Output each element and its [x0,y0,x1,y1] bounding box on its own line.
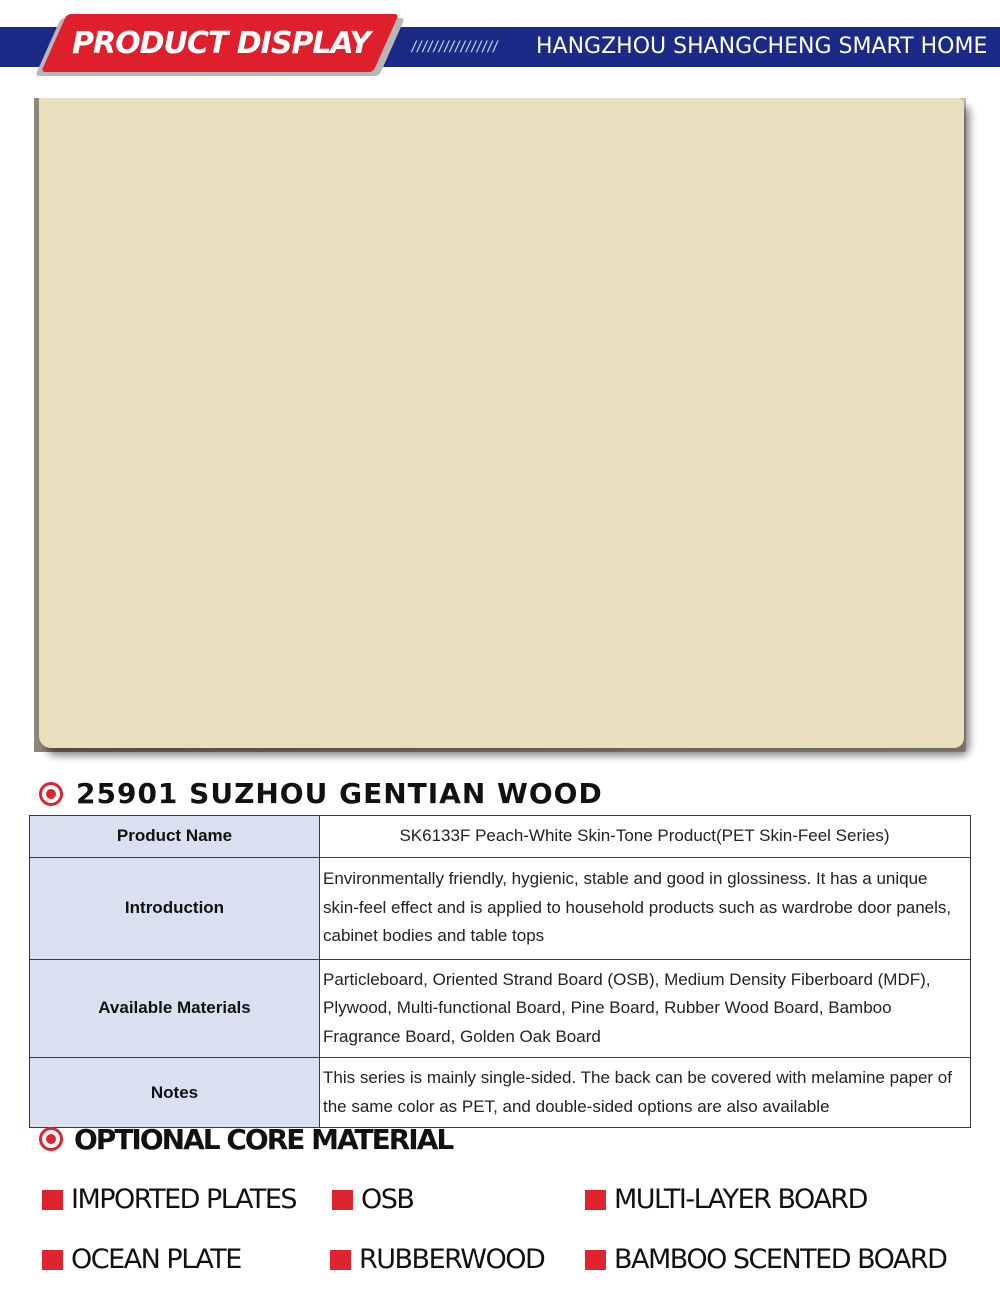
spec-value: SK6133F Peach-White Skin-Tone Product(PET Skin-Feel Series) [320,816,971,858]
table-row [30,816,971,858]
spec-label: Available Materials [30,959,320,1058]
color-swatch-image [34,98,970,758]
product-title: 25901 SUZHOU GENTIAN WOOD [76,777,603,810]
banner-title: PRODUCT DISPLAY [72,26,371,61]
core-option [585,1180,905,1220]
red-square-icon [585,1250,606,1270]
core-option [42,1180,322,1220]
table-row [30,1058,971,1128]
spec-value: This series is mainly single-sided. The back can be covered with melamine paper of the same color as PET, and double-sided options are also available [320,1058,971,1128]
red-square-icon [330,1250,351,1270]
core-option-label: BAMBOO SCENTED BOARD [614,1244,947,1275]
core-option [332,1180,452,1220]
red-square-icon [42,1190,63,1210]
spec-table [29,815,971,1128]
red-square-icon [42,1250,63,1270]
core-option-label: MULTI-LAYER BOARD [614,1184,867,1215]
red-square-icon [332,1190,353,1210]
core-option [585,1240,990,1280]
target-bullet-icon [39,782,63,806]
red-square-icon [585,1190,606,1210]
table-row [30,959,971,1058]
header-banner [0,0,1000,80]
table-row [30,857,971,959]
company-name: HANGZHOU SHANGCHENG SMART HOME [536,34,988,59]
core-option-label: RUBBERWOOD [359,1244,545,1275]
core-option-label: OCEAN PLATE [71,1244,241,1275]
spec-value: Particleboard, Oriented Strand Board (OSB), Medium Density Fiberboard (MDF), Plywood, Multi-functional Board, Pine Board, Rubber Wood Board, Bamboo Fragrance Board, Golden Oak Board [320,959,971,1058]
spec-value: Environmentally friendly, hygienic, stable and good in glossiness. It has a unique skin-feel effect and is applied to household products such as wardrobe door panels, cabinet bodies and table tops [320,857,971,959]
swatch-board-face [39,98,964,748]
target-bullet-icon [39,1127,63,1151]
core-option-label: OSB [361,1184,414,1215]
core-option [42,1240,282,1280]
core-option [330,1240,570,1280]
core-material-title: OPTIONAL CORE MATERIAL [74,1123,453,1156]
spec-label: Notes [30,1058,320,1128]
core-option-label: IMPORTED PLATES [71,1184,297,1215]
spec-label: Introduction [30,857,320,959]
banner-slash-decoration: //////////////// [410,39,497,55]
spec-label: Product Name [30,816,320,858]
